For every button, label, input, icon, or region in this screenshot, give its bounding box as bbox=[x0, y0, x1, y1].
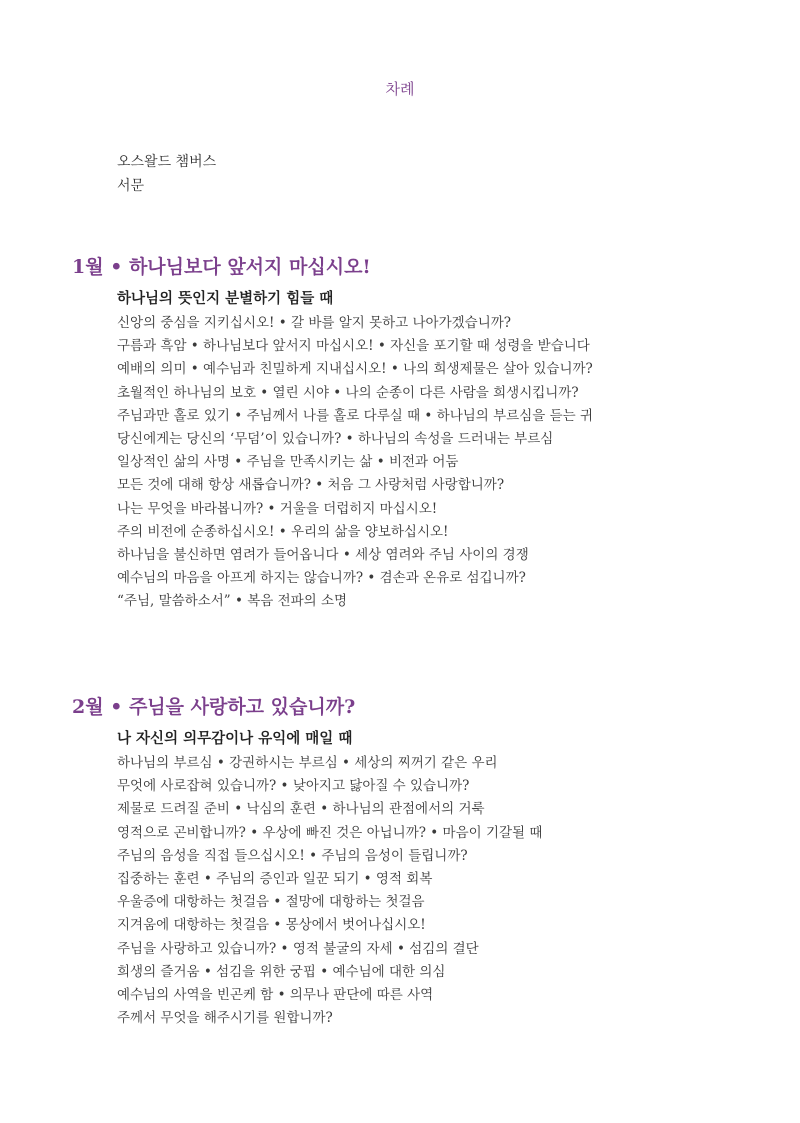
section-february bbox=[72, 693, 772, 1030]
toc-entry-line[interactable]: 당신에게는 당신의 ‘무덤’이 있습니까? • 하나님의 속성을 드러내는 부르심 bbox=[117, 431, 554, 448]
toc-entry-line[interactable]: 구름과 흑암 • 하나님보다 앞서지 마십시오! • 자신을 포기할 때 성령을 받습니다 bbox=[117, 338, 590, 355]
section-january bbox=[72, 253, 772, 614]
toc-entry-line[interactable]: 주의 비전에 순종하십시오! • 우리의 삶을 양보하십시오! bbox=[117, 523, 449, 540]
toc-entry-line[interactable]: 영적으로 곤비합니까? • 우상에 빠진 것은 아닙니까? • 마음이 기갈될 때 bbox=[117, 824, 543, 841]
toc-entry-line[interactable]: 무엇에 사로잡혀 있습니까? • 낮아지고 닳아질 수 있습니까? bbox=[117, 778, 470, 795]
toc-entry-line[interactable]: 주님의 음성을 직접 들으십시오! • 주님의 음성이 들립니까? bbox=[117, 847, 468, 864]
toc-entry-line[interactable]: 지겨움에 대항하는 첫걸음 • 몽상에서 벗어나십시오! bbox=[117, 917, 426, 934]
section-heading[interactable]: 2월 • 주님을 사랑하고 있습니까? bbox=[72, 696, 356, 718]
section-subheading: 나 자신의 의무감이나 유익에 매일 때 bbox=[117, 731, 353, 747]
toc-entry-line[interactable]: 제물로 드려질 준비 • 낙심의 훈련 • 하나님의 관점에서의 거룩 bbox=[117, 801, 485, 818]
section-heading[interactable]: 1월 • 하나님보다 앞서지 마십시오! bbox=[72, 256, 371, 278]
toc-entry-line[interactable]: 주님과만 홀로 있기 • 주님께서 나를 홀로 다루실 때 • 하나님의 부르심을 듣는 귀 bbox=[117, 407, 593, 424]
toc-entry-line[interactable]: 초월적인 하나님의 보호 • 열린 시야 • 나의 순종이 다른 사람을 희생시킵니까? bbox=[117, 384, 579, 401]
toc-entry-line[interactable]: 예수님의 마음을 아프게 하지는 않습니까? • 겸손과 온유로 섬깁니까? bbox=[117, 570, 526, 587]
toc-entry-line[interactable]: 모든 것에 대해 항상 새롭습니까? • 처음 그 사랑처럼 사랑합니까? bbox=[117, 477, 505, 494]
toc-entry-line[interactable]: 주께서 무엇을 해주시기를 원합니까? bbox=[117, 1010, 333, 1027]
toc-entry-line[interactable]: 하나님을 불신하면 염려가 들어옵니다 • 세상 염려와 주님 사이의 경쟁 bbox=[117, 547, 529, 564]
entry-list bbox=[117, 312, 772, 614]
toc-entry-line[interactable]: 주님을 사랑하고 있습니까? • 영적 불굴의 자세 • 섬김의 결단 bbox=[117, 940, 479, 957]
toc-entry-line[interactable]: “주님, 말씀하소서” • 복음 전파의 소명 bbox=[117, 593, 348, 610]
section-subheading: 하나님의 뜻인지 분별하기 힘들 때 bbox=[117, 291, 334, 307]
toc-entry-line[interactable]: 집중하는 훈련 • 주님의 증인과 일꾼 되기 • 영적 회복 bbox=[117, 871, 433, 888]
page-title: 차례 bbox=[385, 80, 415, 98]
toc-entry-line[interactable]: 나는 무엇을 바라봅니까? • 거울을 더럽히지 마십시오! bbox=[117, 500, 438, 517]
toc-entry-line[interactable]: 예수님의 사역을 빈곤케 함 • 의무나 판단에 따른 사역 bbox=[117, 987, 434, 1004]
toc-entry-line[interactable]: 우울증에 대항하는 첫걸음 • 절망에 대항하는 첫걸음 bbox=[117, 894, 425, 911]
toc-entry-line[interactable]: 희생의 즐거움 • 섬김을 위한 궁핍 • 예수님에 대한 의심 bbox=[117, 963, 446, 980]
toc-entry-line[interactable]: 예배의 의미 • 예수님과 친밀하게 지내십시오! • 나의 희생제물은 살아 있습니까? bbox=[117, 361, 593, 378]
front-matter-item-preface[interactable]: 서문 bbox=[117, 178, 145, 194]
entry-list bbox=[117, 752, 772, 1030]
toc-entry-line[interactable]: 신앙의 중심을 지키십시오! • 갈 바를 알지 못하고 나아가겠습니까? bbox=[117, 315, 512, 331]
toc-entry-line[interactable]: 일상적인 삶의 사명 • 주님을 만족시키는 삶 • 비전과 어둠 bbox=[117, 454, 459, 471]
front-matter-list bbox=[117, 150, 216, 198]
toc-entry-line[interactable]: 하나님의 부르심 • 강권하시는 부르심 • 세상의 찌꺼기 같은 우리 bbox=[117, 755, 498, 771]
front-matter-item-author[interactable]: 오스왈드 챔버스 bbox=[117, 154, 217, 170]
